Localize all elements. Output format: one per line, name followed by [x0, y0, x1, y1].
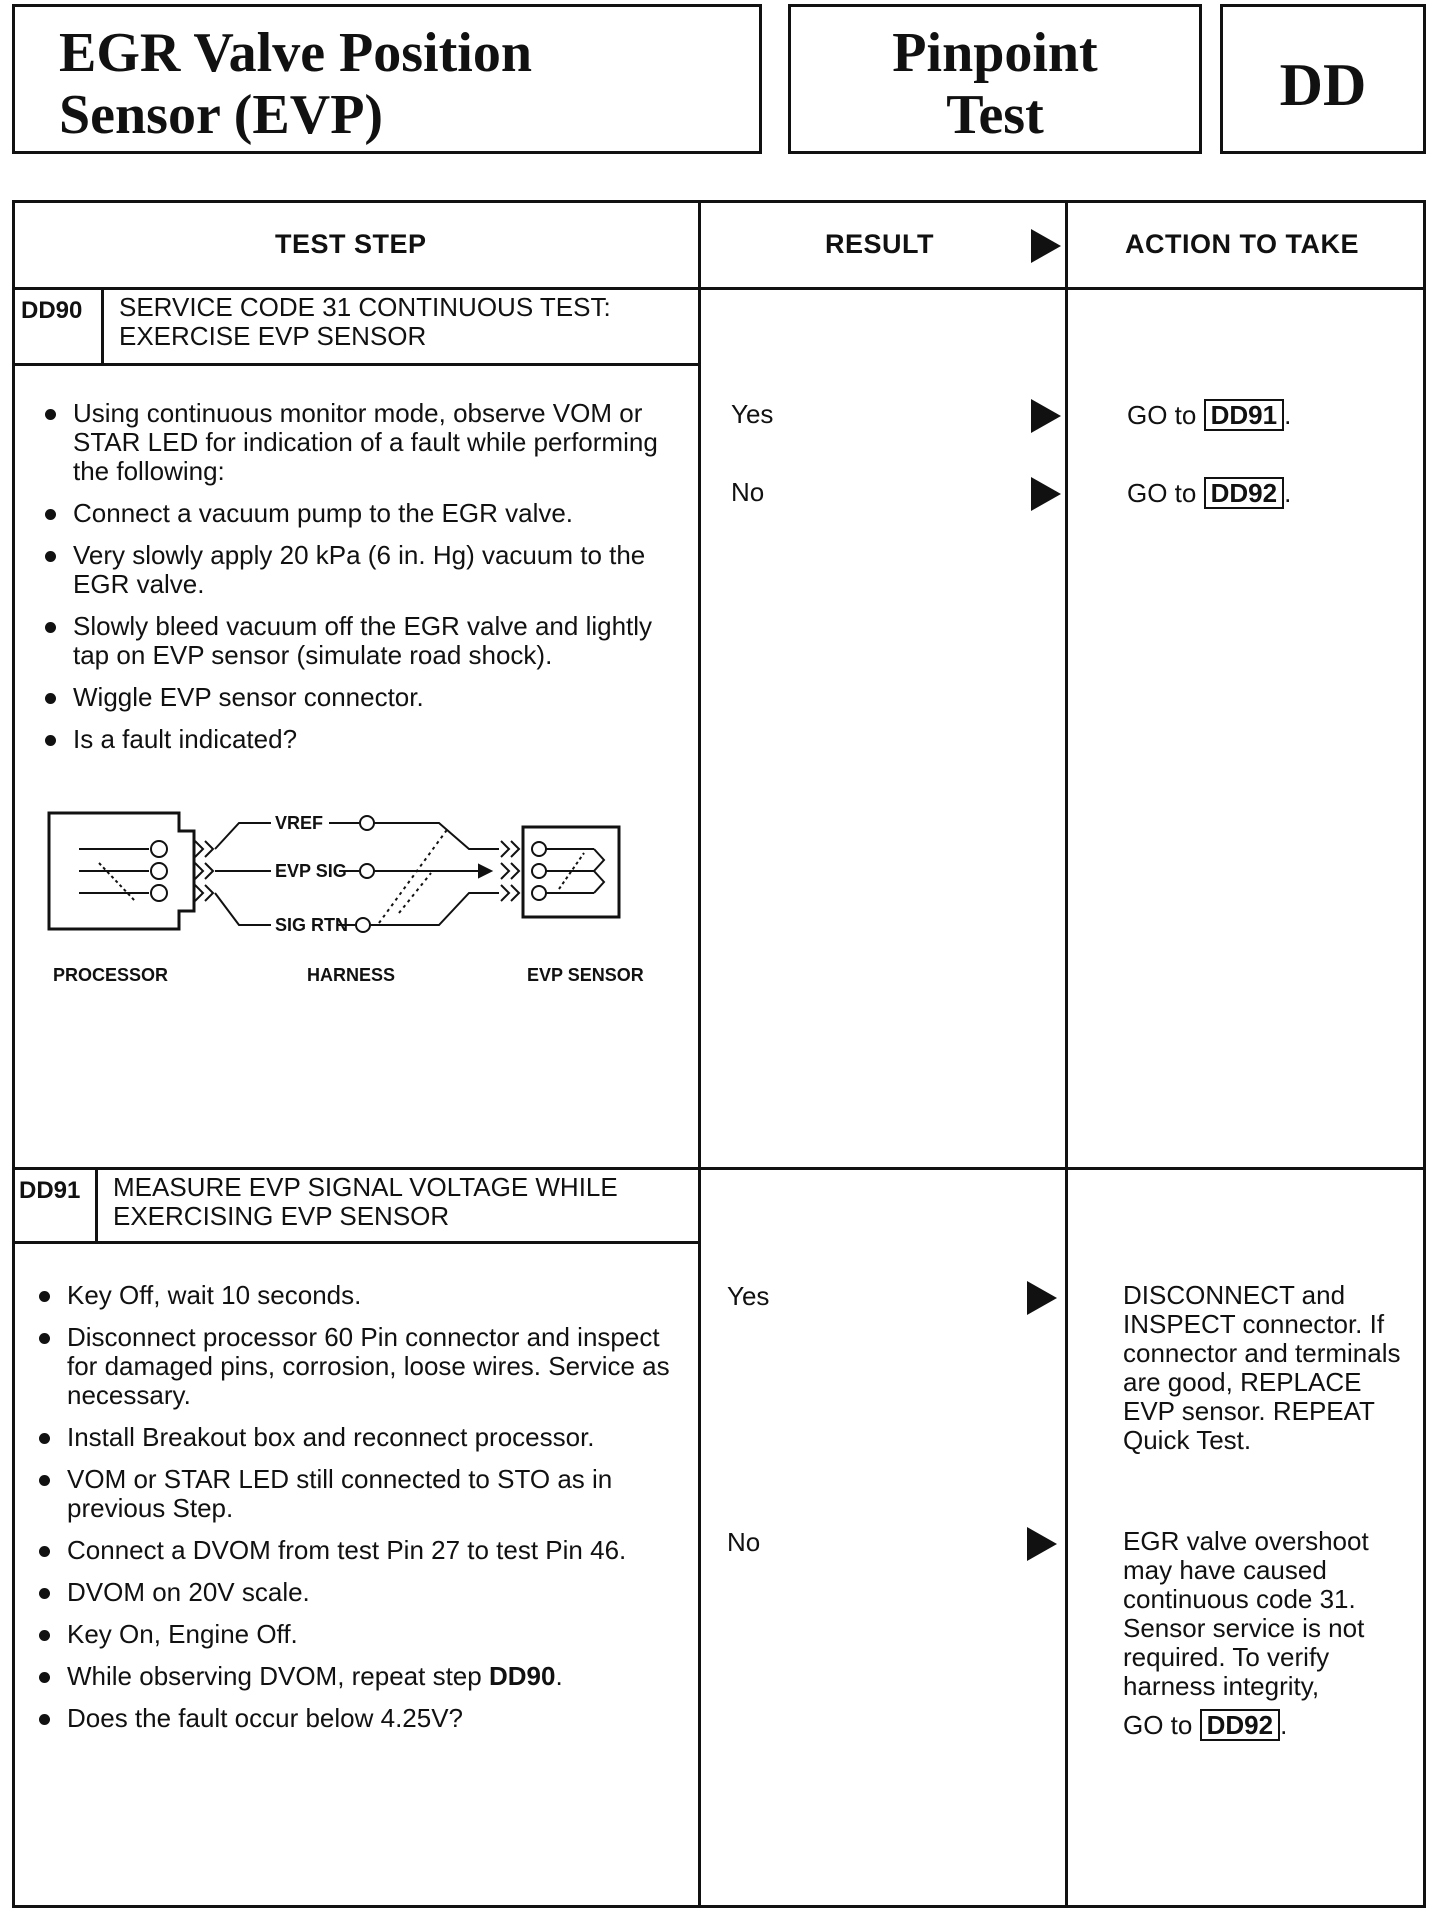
result-arrow-icon [1027, 1281, 1057, 1315]
action-prefix: GO to [1127, 400, 1197, 430]
test-code-box [1220, 4, 1426, 154]
list-item: DVOM on 20V scale. [37, 1578, 685, 1607]
header-divider [15, 287, 1423, 290]
list-item: Does the fault occur below 4.25V? [37, 1704, 685, 1733]
test-code: DD [1279, 52, 1367, 118]
page-title-line2: Sensor (EVP) [59, 84, 384, 146]
processor-connector [195, 841, 213, 901]
action-go-to: GO to DD92 . [1123, 1710, 1288, 1740]
sensor-pins [532, 842, 604, 900]
list-item: Install Breakout box and reconnect processor. [37, 1423, 685, 1452]
list-item: Disconnect processor 60 Pin connector and inspect for damaged pins, corrosion, loose wires. Service as necessary. [37, 1323, 685, 1410]
label-processor: PROCESSOR [53, 965, 169, 985]
step-divider [15, 1167, 1423, 1170]
action-go-to: GO to DD92 . [1127, 478, 1292, 508]
action-text-block [1123, 1527, 1413, 1741]
action-text: EGR valve overshoot may have caused continuous code 31. Sensor service is not required. To verify harness integrity, [1123, 1526, 1369, 1701]
step-ref-link[interactable]: DD92 [1200, 1709, 1280, 1741]
pinpoint-box [788, 4, 1202, 154]
result-arrow-icon [1031, 399, 1061, 433]
step-title-line1: SERVICE CODE 31 CONTINUOUS TEST: [119, 292, 611, 322]
bullet-text: While observing DVOM, repeat step [67, 1661, 482, 1691]
list-item: Is a fault indicated? [43, 725, 683, 754]
col-header-test-step: TEST STEP [275, 229, 427, 259]
step-dd91-title-divider [15, 1241, 698, 1244]
result-no: No [731, 477, 765, 507]
col-header-result: RESULT [825, 229, 934, 259]
step-id: DD90 [21, 297, 83, 324]
step-ref-link[interactable]: DD92 [1204, 477, 1284, 509]
action-go-to: GO to DD91 . [1127, 400, 1292, 430]
sensor-connector [501, 841, 519, 901]
list-item: Key Off, wait 10 seconds. [37, 1281, 685, 1310]
wire-label-sig-rtn: SIG RTN [275, 915, 349, 935]
page-title-line1: EGR Valve Position [59, 22, 532, 84]
result-arrow-icon [1031, 477, 1061, 511]
processor-pins [79, 841, 167, 901]
action-prefix: GO to [1123, 1710, 1193, 1740]
test-table [12, 200, 1426, 1908]
column-divider-1 [698, 203, 701, 1905]
list-item: While observing DVOM, repeat step DD90. [37, 1662, 685, 1691]
list-item: Slowly bleed vacuum off the EGR valve and lightly tap on EVP sensor (simulate road shock). [43, 612, 683, 670]
result-no: No [727, 1527, 761, 1557]
step-dd91-id-divider [95, 1167, 98, 1241]
step-dd90-title-divider [15, 363, 698, 366]
label-evp-sensor: EVP SENSOR [527, 965, 644, 985]
step-dd90-bullets [43, 399, 683, 767]
step-ref: DD90 [488, 1661, 556, 1691]
result-yes: Yes [731, 399, 774, 429]
action-prefix: GO to [1127, 478, 1197, 508]
step-title-line1: MEASURE EVP SIGNAL VOLTAGE WHILE [113, 1172, 618, 1202]
list-item: VOM or STAR LED still connected to STO as in previous Step. [37, 1465, 685, 1523]
list-item: Very slowly apply 20 kPa (6 in. Hg) vacuum to the EGR valve. [43, 541, 683, 599]
list-item: Wiggle EVP sensor connector. [43, 683, 683, 712]
step-ref-link[interactable]: DD91 [1204, 399, 1284, 431]
pinpoint-line2: Test [946, 84, 1044, 146]
wire-label-evp-sig: EVP SIG [275, 861, 347, 881]
harness-wires [215, 816, 499, 932]
evp-wiring-diagram [39, 803, 679, 993]
title-box [12, 4, 762, 154]
step-title-line2: EXERCISE EVP SENSOR [119, 321, 427, 351]
list-item: Key On, Engine Off. [37, 1620, 685, 1649]
step-title-line2: EXERCISING EVP SENSOR [113, 1201, 450, 1231]
list-item: Connect a vacuum pump to the EGR valve. [43, 499, 683, 528]
result-arrow-icon [1027, 1527, 1057, 1561]
list-item: Using continuous monitor mode, observe VOM or STAR LED for indication of a fault while performing the following: [43, 399, 683, 486]
action-text: DISCONNECT and INSPECT connector. If connector and terminals are good, REPLACE EVP sensor. REPEAT Quick Test. [1123, 1280, 1401, 1455]
step-id: DD91 [19, 1177, 81, 1204]
column-divider-2 [1065, 203, 1068, 1905]
result-yes: Yes [727, 1281, 770, 1311]
col-header-action: ACTION TO TAKE [1125, 229, 1359, 259]
label-harness: HARNESS [307, 965, 396, 985]
step-dd90-id-divider [101, 287, 104, 363]
list-item: Connect a DVOM from test Pin 27 to test Pin 46. [37, 1536, 685, 1565]
step-dd91-bullets [37, 1281, 685, 1746]
pinpoint-line1: Pinpoint [892, 22, 1098, 84]
wire-label-vref: VREF [275, 813, 324, 833]
result-arrow-icon [1031, 229, 1061, 263]
